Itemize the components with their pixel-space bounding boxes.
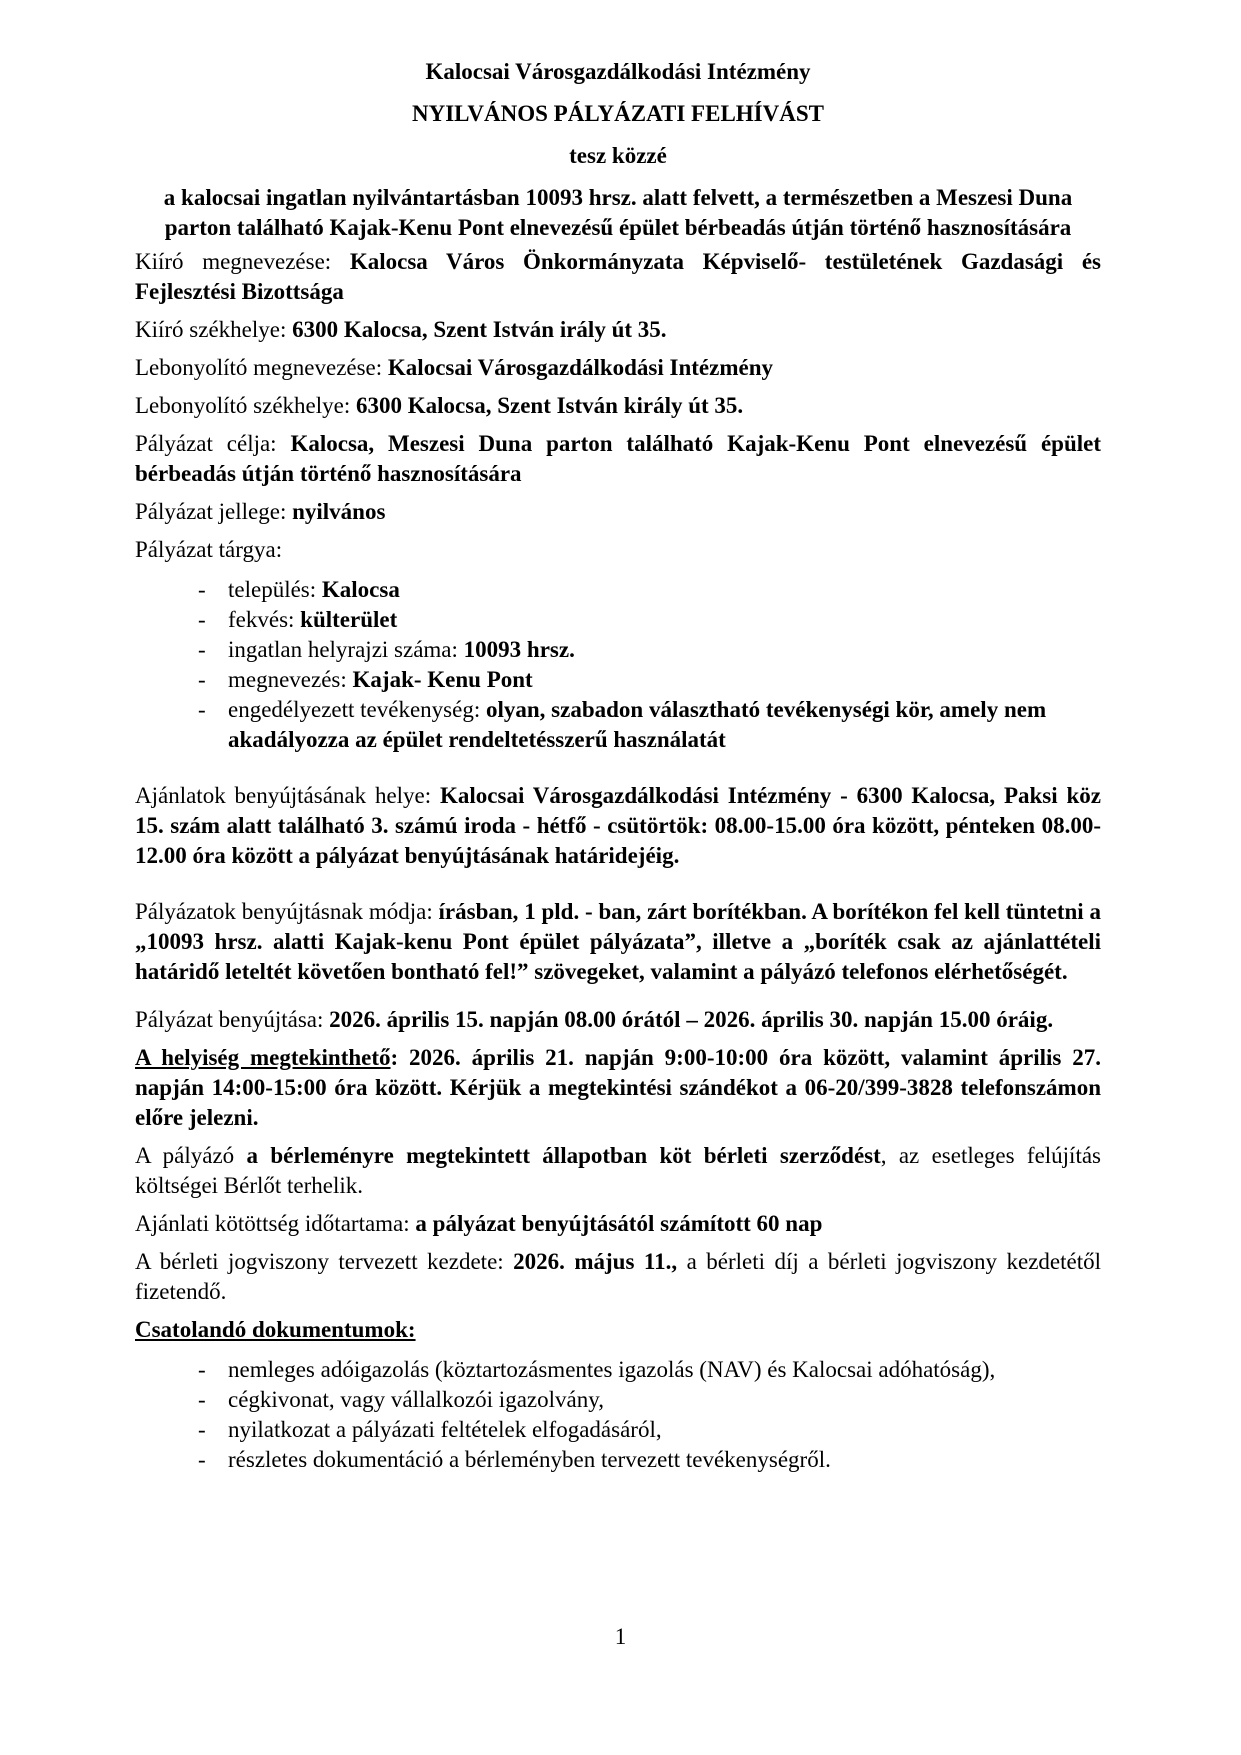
list-item <box>135 1415 1101 1445</box>
list-item-text <box>228 635 1101 665</box>
list-item <box>135 635 1101 665</box>
field-value: Kalocsa Város Önkormányzata Képviselő- testületének Gazdasági és Fejlesztési Bizottsága <box>135 249 1101 304</box>
list-dash: - <box>198 637 206 662</box>
field-label: Kiíró székhelye: <box>135 317 293 342</box>
list-item-text: nemleges adóigazolás (köztartozásmentes igazolás (NAV) és Kalocsai adóhatóság), <box>228 1357 996 1382</box>
lead-paragraph: a kalocsai ingatlan nyilvántartásban 10093 hrsz. alatt felvett, a természetben a Meszesi Duna parton található Kajak-Kenu Pont elnevezésű épület bérbeadás útján történő hasznosítására <box>163 185 1073 240</box>
list-item <box>135 1355 1101 1385</box>
field-label: Pályázat célja: <box>135 431 291 456</box>
list-dash: - <box>198 607 206 632</box>
item-value: 10093 hrsz. <box>463 637 575 662</box>
item-value: külterület <box>300 607 398 632</box>
field-label: Kiíró megnevezése: <box>135 249 350 274</box>
field-value: írásban, 1 pld. - ban, zárt borítékban. A borítékon fel kell tüntetni a „10093 hrsz. alatti Kajak-kenu Pont épület pályázata”, illetve a „boríték csak az ajánlattételi határidő leteltét követően bontható fel!” szövegeket, valamint a pályázó telefonos elérhetőségét. <box>135 899 1101 984</box>
csatolando-heading: Csatolandó dokumentumok: <box>135 1317 416 1342</box>
field-value: Kalocsa, Meszesi Duna parton található Kajak-Kenu Pont elnevezésű épület bérbeadás útján történő hasznosítására <box>135 431 1101 486</box>
field-value: 2026. április 15. napján 08.00 órától – 2026. április 30. napján 15.00 óráig. <box>329 1007 1054 1032</box>
field-value: 6300 Kalocsa, Szent István irály út 35. <box>292 317 667 342</box>
page-number: 1 <box>614 1624 627 1649</box>
field-label: Pályázatok benyújtásnak módja: <box>135 899 439 924</box>
field-label: Lebonyolító megnevezése: <box>135 355 388 380</box>
para-palyazat-celja <box>135 429 1101 489</box>
kezdete-bold: 2026. május 11., <box>513 1249 678 1274</box>
item-label: megnevezés: <box>228 667 353 692</box>
list-dash: - <box>198 1357 206 1382</box>
list-dash: - <box>198 577 206 602</box>
list-dash: - <box>198 667 206 692</box>
para-palyazat-targya: Pályázat tárgya: <box>135 537 283 562</box>
item-label: engedélyezett tevékenység: <box>228 697 486 722</box>
list-item <box>135 1445 1101 1475</box>
szerzodes-bold: a bérleményre megtekintett állapotban köt bérleti szerződést <box>246 1143 881 1168</box>
list-item-text <box>228 605 1101 635</box>
list-item <box>135 575 1101 605</box>
para-ajanlati-kotottseg <box>135 1209 1101 1239</box>
org-name: Kalocsai Városgazdálkodási Intézmény <box>425 59 811 84</box>
item-value: Kajak- Kenu Pont <box>352 667 533 692</box>
field-value: a pályázat benyújtásától számított 60 nap <box>415 1211 823 1236</box>
csatolando-list <box>135 1355 1101 1475</box>
item-label: fekvés: <box>228 607 301 632</box>
field-value: Kalocsai Városgazdálkodási Intézmény - 6300 Kalocsa, Paksi köz 15. szám alatt található 3. számú iroda - hétfő - csütörtök: 08.00-15.00 óra között, pénteken 08.00-12.00 óra között a pályázat benyújtásának határidejéig. <box>135 783 1101 868</box>
kezdete-post: a bérleti díj a bérleti jogviszony kezdetétől fizetendő. <box>135 1249 1102 1304</box>
list-item <box>135 1385 1101 1415</box>
list-item <box>135 695 1101 755</box>
list-dash: - <box>198 1447 206 1472</box>
para-benyujtas-modja <box>135 897 1101 987</box>
field-value: Kalocsai Városgazdálkodási Intézmény <box>387 355 773 380</box>
item-label: ingatlan helyrajzi száma: <box>228 637 464 662</box>
list-item-text <box>228 665 1101 695</box>
para-lebonyolito-megnevezese <box>135 353 1101 383</box>
megtekintes-head: A helyiség megtekinthető <box>135 1045 391 1070</box>
document-title: NYILVÁNOS PÁLYÁZATI FELHÍVÁST <box>412 101 824 126</box>
item-value: olyan, szabadon választható tevékenységi kör, amely nem akadályozza az épület rendeltetésszerű használatát <box>228 697 1047 752</box>
megtekintes-rest: : 2026. április 21. napján 9:00-10:00 óra között, valamint április 27. napján 14:00-15:00 óra között. Kérjük a megtekintési szándékot a 06-20/399-3828 telefonszámon előre jelezni. <box>135 1045 1101 1130</box>
para-palyazat-jellege <box>135 497 1101 527</box>
szerzodes-pre: A pályázó <box>135 1143 247 1168</box>
document-subtitle: tesz közzé <box>569 143 667 168</box>
para-szerzodes <box>135 1141 1101 1201</box>
list-dash: - <box>198 697 206 722</box>
para-berleti-kezdete <box>135 1247 1101 1307</box>
field-label: Pályázat benyújtása: <box>135 1007 330 1032</box>
szerzodes-post: , az esetleges felújítás költségei Bérlőt terhelik. <box>135 1143 1101 1198</box>
field-label: Ajánlati kötöttség időtartama: <box>135 1211 416 1236</box>
list-dash: - <box>198 1387 206 1412</box>
para-palyazat-benyujtasa <box>135 1005 1101 1035</box>
para-megtekintes <box>135 1043 1101 1133</box>
item-label: település: <box>228 577 322 602</box>
field-value: nyilvános <box>292 499 386 524</box>
list-dash: - <box>198 1417 206 1442</box>
list-item <box>135 605 1101 635</box>
field-label: Pályázat jellege: <box>135 499 293 524</box>
list-item-text: cégkivonat, vagy vállalkozói igazolvány, <box>228 1387 604 1412</box>
kezdete-pre: A bérleti jogviszony tervezett kezdete: <box>135 1249 514 1274</box>
list-item-text <box>228 575 1101 605</box>
targy-list <box>135 575 1101 755</box>
list-item-text: nyilatkozat a pályázati feltételek elfogadásáról, <box>228 1417 662 1442</box>
item-value: Kalocsa <box>321 577 400 602</box>
para-kiiro-megnevezese <box>135 247 1101 307</box>
list-item <box>135 665 1101 695</box>
para-ajanlatok-helye <box>135 781 1101 871</box>
para-lebonyolito-szekhelye <box>135 391 1101 421</box>
list-item-text <box>228 695 1101 755</box>
para-kiiro-szekhelye <box>135 315 1101 345</box>
list-item-text: részletes dokumentáció a bérleményben tervezett tevékenységről. <box>228 1447 831 1472</box>
field-label: Ajánlatok benyújtásának helye: <box>135 783 440 808</box>
field-label: Lebonyolító székhelye: <box>135 393 356 418</box>
field-value: 6300 Kalocsa, Szent István király út 35. <box>356 393 744 418</box>
